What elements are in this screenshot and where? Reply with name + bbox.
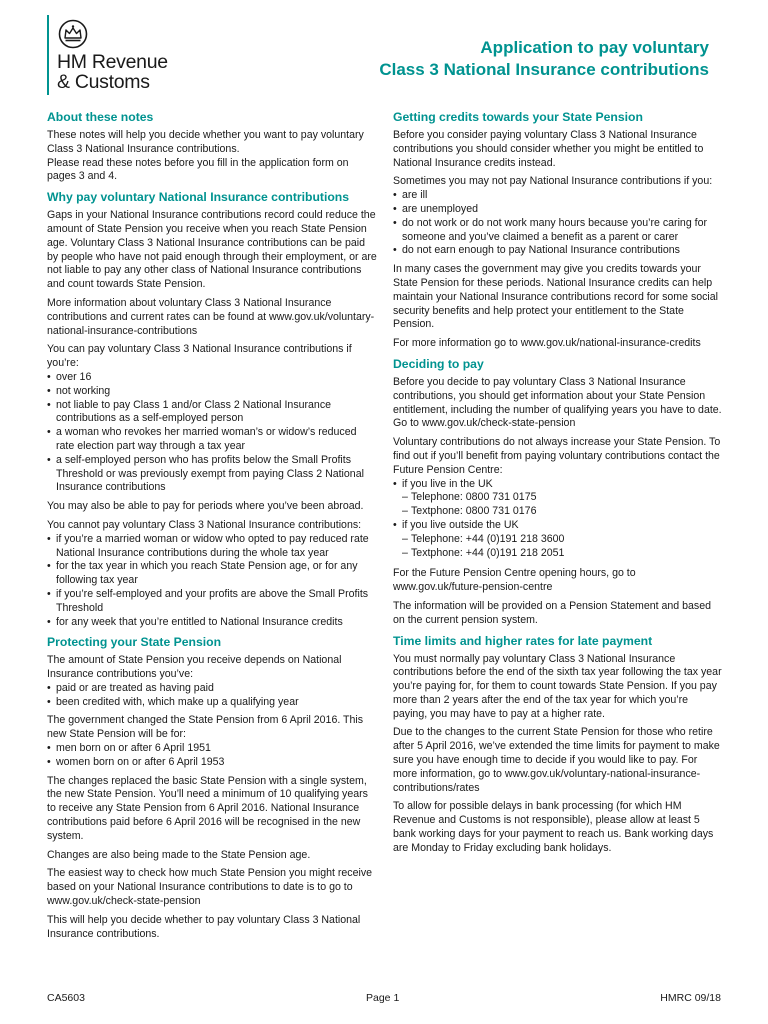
ineligible-list <box>47 533 377 630</box>
section-protecting <box>47 634 377 941</box>
contact-list <box>393 478 723 561</box>
paragraph: These notes will help you decide whether you want to pay voluntary Class 3 National Insurance contributions. <box>47 129 364 155</box>
credits-list <box>393 189 723 258</box>
textphone-number: – Textphone: +44 (0)191 218 2051 <box>402 547 723 561</box>
list-item: • for any week that you’re entitled to National Insurance credits <box>47 616 377 630</box>
qualifying-list <box>47 682 377 710</box>
list-item: • a woman who revokes her married woman’s or widow’s reduced rate election part way through a tax year <box>47 426 377 454</box>
left-column <box>47 109 377 946</box>
paragraph: You can pay voluntary Class 3 National Insurance contributions if you’re: <box>47 343 352 370</box>
section-heading: Protecting your State Pension <box>47 635 222 650</box>
paragraph: Please read these notes before you fill in the application form on pages 3 and 4. <box>47 156 349 183</box>
uk-contact-list <box>402 491 723 519</box>
paragraph: This will help you decide whether to pay voluntary Class 3 National Insurance contributions. <box>47 913 361 940</box>
page-title <box>379 37 709 81</box>
list-item: • women born on or after 6 April 1953 <box>47 756 377 770</box>
paragraph: Voluntary contributions do not always increase your State Pension. To find out if you’ll benefit from paying voluntary contributions contact the Future Pension Centre: <box>393 436 721 476</box>
section-heading: Time limits and higher rates for late payment <box>393 633 653 648</box>
brand-line-1: HM Revenue <box>57 51 168 73</box>
paragraph: Before you decide to pay voluntary Class 3 National Insurance contributions, you should get information about your State Pension entitlement, including the number of qualifying years you have to date. Go to www.gov.uk/check-state-pension <box>393 375 722 430</box>
list-item: • for the tax year in which you reach State Pension age, or for any following tax year <box>47 560 377 588</box>
section-time-limits <box>393 633 723 856</box>
paragraph: More information about voluntary Class 3 National Insurance contributions and current rates can be found at www.gov.uk/voluntary-national-insurance-contributions <box>47 296 375 337</box>
textphone-number: – Textphone: 0800 731 0176 <box>402 505 723 519</box>
paragraph: Gaps in your National Insurance contributions record could reduce the amount of State Pension you receive when you reach State Pension age. Voluntary Class 3 National Insurance contributions can be paid by people who have not paid enough through their employment, or are not liable to pay any other class of National Insurance contributions and count towards State Pension. <box>47 209 377 291</box>
telephone-number: – Telephone: 0800 731 0175 <box>402 491 723 505</box>
paragraph: The amount of State Pension you receive depends on National Insurance contributions you’ve: <box>47 654 342 681</box>
title-line-2: Class 3 National Insurance contributions <box>379 60 709 79</box>
contact-region-abroad: if you live outside the UK <box>402 518 519 531</box>
page-number: Page 1 <box>366 992 400 1004</box>
paragraph: For the Future Pension Centre opening hours, go to www.gov.uk/future-pension-centre <box>393 567 636 594</box>
paragraph: The easiest way to check how much State Pension you might receive based on your National Insurance contributions to date is to go to www.gov.uk/check-state-pension <box>47 867 373 908</box>
contact-region-uk: if you live in the UK <box>402 477 493 490</box>
list-item: • not working <box>47 385 377 399</box>
section-heading: About these notes <box>47 110 154 124</box>
paragraph: Before you consider paying voluntary Class 3 National Insurance contributions you should consider whether you might be entitled to National Insurance credits instead. <box>393 129 704 169</box>
list-item: • been credited with, which make up a qualifying year <box>47 696 377 710</box>
section-heading: Why pay voluntary National Insurance contributions <box>47 190 350 205</box>
list-item <box>393 519 723 560</box>
section-credits <box>393 109 723 351</box>
paragraph: You cannot pay voluntary Class 3 National Insurance contributions: <box>47 518 362 531</box>
title-line-1: Application to pay voluntary <box>480 38 709 57</box>
list-item: • are unemployed <box>393 203 723 217</box>
list-item: • do not work or do not work many hours because you’re caring for someone and you’ve claimed a benefit as a parent or carer <box>393 217 723 245</box>
paragraph: Due to the changes to the current State Pension for those who retire after 5 April 2016, we’ve extended the time limits for payment to make sure you have enough time to decide if you would like to pay. For more information, go to www.gov.uk/voluntary-national-insurance-contributions/rates <box>393 726 720 794</box>
paragraph: To allow for possible delays in bank processing (for which HM Revenue and Customs is not responsible), please allow at least 5 bank working days for your payment to reach us. Bank working days are Monday to Friday excluding bank holidays. <box>393 800 714 854</box>
section-deciding <box>393 356 723 628</box>
list-item: • men born on or after 6 April 1951 <box>47 742 377 756</box>
form-version: HMRC 09/18 <box>660 992 721 1004</box>
new-pension-list <box>47 742 377 770</box>
brand-line-2: & Customs <box>57 71 150 93</box>
list-item: • do not earn enough to pay National Insurance contributions <box>393 244 723 258</box>
list-item: • a self-employed person who has profits below the Small Profits Threshold or was previously exempt from paying Class 2 National Insurance contributions <box>47 454 377 495</box>
paragraph: Sometimes you may not pay National Insurance contributions if you: <box>393 175 713 188</box>
list-item: • not liable to pay Class 1 and/or Class 2 National Insurance contributions as a self-employed person <box>47 399 377 427</box>
paragraph: In many cases the government may give you credits towards your State Pension for these periods. National Insurance credits can help maintain your National Insurance contributions record for some social security benefits and help protect your entitlement to the State Pension. <box>393 263 719 331</box>
paragraph: Changes are also being made to the State Pension age. <box>47 848 311 861</box>
hmrc-logo <box>47 15 219 95</box>
list-item: • are ill <box>393 189 723 203</box>
list-item: • if you’re a married woman or widow who opted to pay reduced rate National Insurance contributions during the whole tax year <box>47 533 377 561</box>
paragraph: You must normally pay voluntary Class 3 National Insurance contributions before the end of the sixth tax year following the tax year you’re paying for, for them to count towards State Pension. If you pay more than 2 years after the end of the tax year for which you’re paying, you may have to pay at a higher rate. <box>393 652 722 720</box>
paragraph: The information will be provided on a Pension Statement and based on the current pension system. <box>393 599 712 626</box>
list-item <box>393 478 723 519</box>
section-about <box>47 109 377 184</box>
section-why <box>47 189 377 629</box>
paragraph: The changes replaced the basic State Pension with a single system, the new State Pension. You’ll need a minimum of 10 qualifying years to receive any State Pension from 6 April 2016. National Insurance contributions paid before 6 April 2016 will be recognised in the new system. <box>47 774 368 842</box>
list-item: • paid or are treated as having paid <box>47 682 377 696</box>
section-heading: Getting credits towards your State Pension <box>393 110 643 124</box>
form-code: CA5603 <box>47 992 85 1004</box>
abroad-contact-list <box>402 533 723 561</box>
list-item: • over 16 <box>47 371 377 385</box>
paragraph: For more information go to www.gov.uk/national-insurance-credits <box>393 337 701 350</box>
eligible-list <box>47 371 377 495</box>
telephone-number: – Telephone: +44 (0)191 218 3600 <box>402 533 723 547</box>
crown-crest-icon <box>57 19 89 49</box>
section-heading: Deciding to pay <box>393 356 484 371</box>
paragraph: You may also be able to pay for periods where you’ve been abroad. <box>47 500 364 513</box>
paragraph: The government changed the State Pension from 6 April 2016. This new State Pension will be for: <box>47 714 364 741</box>
list-item: • if you’re self-employed and your profits are above the Small Profits Threshold <box>47 588 377 616</box>
right-column <box>393 109 723 861</box>
